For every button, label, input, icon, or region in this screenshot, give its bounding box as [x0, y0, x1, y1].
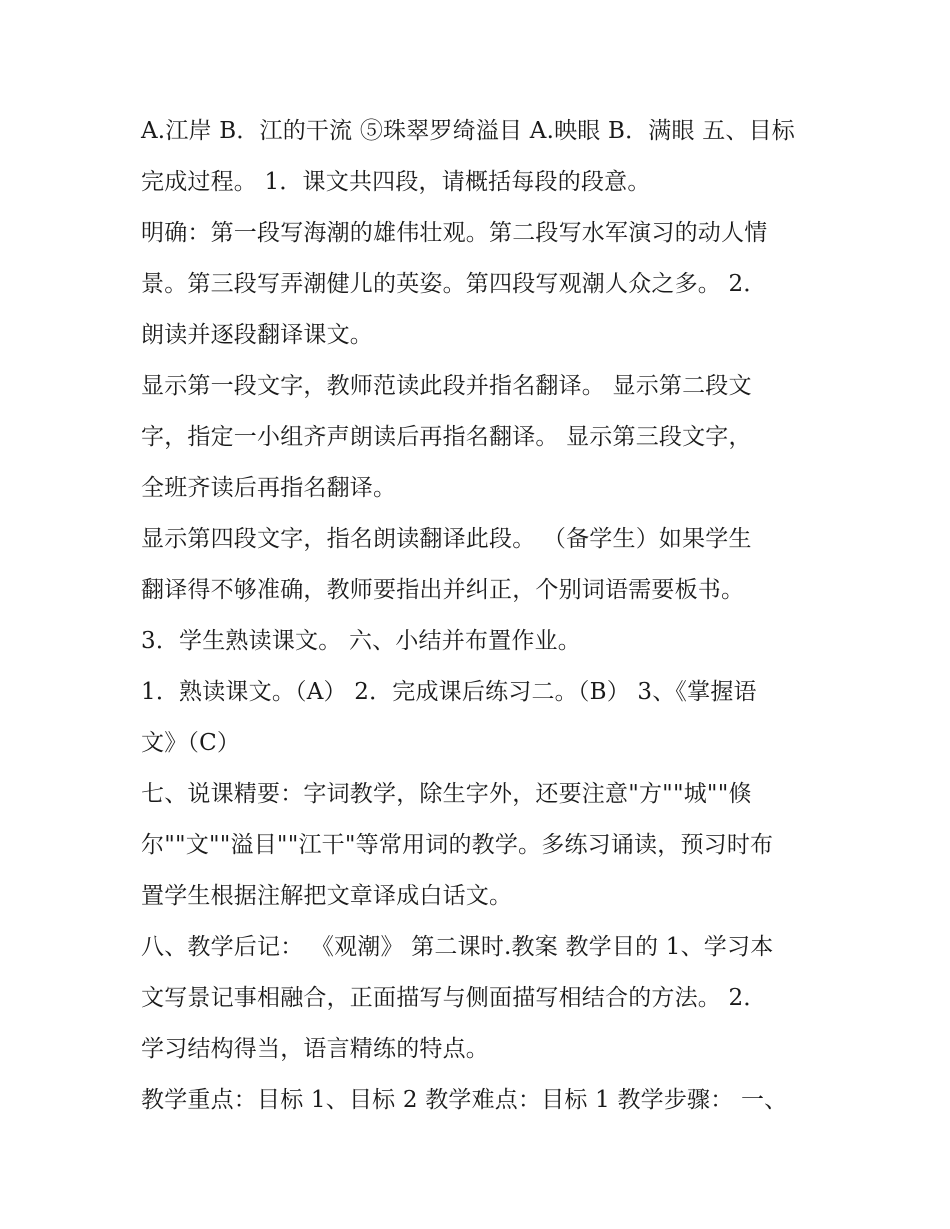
text-line: 显示第四段文字，指名朗读翻译此段。 （备学生）如果学生	[141, 526, 752, 552]
text-line: 显示第一段文字，教师范读此段并指名翻译。 显示第二段文	[141, 373, 752, 399]
text-line: 景。第三段写弄潮健儿的英姿。第四段写观潮人众之多。 2．	[141, 271, 767, 297]
text-line: 尔""文""溢目""江干"等常用词的教学。多练习诵读，预习时布	[141, 832, 774, 858]
text-line: 1．熟读课文。（A） 2．完成课后练习二。（B） 3、《掌握语	[141, 679, 757, 705]
text-line: 七、说课精要：字词教学，除生字外，还要注意"方""城""倏	[141, 781, 752, 807]
text-line: 朗读并逐段翻译课文。	[141, 322, 373, 348]
text-line: 学习结构得当，语言精练的特点。	[141, 1036, 489, 1062]
text-line: 文写景记事相融合，正面描写与侧面描写相结合的方法。 2．	[141, 985, 767, 1011]
text-line: 3．学生熟读课文。 六、小结并布置作业。	[141, 628, 581, 654]
text-line: 完成过程。 1．课文共四段，请概括每段的段意。	[141, 169, 651, 195]
text-line: A.江岸 B．江的干流 ⑤珠翠罗绮溢目 A.映眼 B．满眼 五、目标	[141, 118, 796, 144]
text-line: 字，指定一小组齐声朗读后再指名翻译。 显示第三段文字，	[141, 424, 752, 450]
text-line: 八、教学后记： 《观潮》 第二课时.教案 教学目的 1、学习本	[141, 934, 774, 960]
text-line: 置学生根据注解把文章译成白话文。	[141, 883, 513, 909]
text-line: 全班齐读后再指名翻译。	[141, 475, 397, 501]
text-line: 教学重点：目标 1、目标 2 教学难点：目标 1 教学步骤： 一、	[141, 1087, 788, 1113]
text-line: 文》（C）	[141, 730, 241, 756]
text-line: 明确：第一段写海潮的雄伟壮观。第二段写水军演习的动人情	[141, 220, 768, 246]
text-line: 翻译得不够准确，教师要指出并纠正，个别词语需要板书。	[141, 577, 745, 603]
document-body	[141, 106, 813, 1126]
